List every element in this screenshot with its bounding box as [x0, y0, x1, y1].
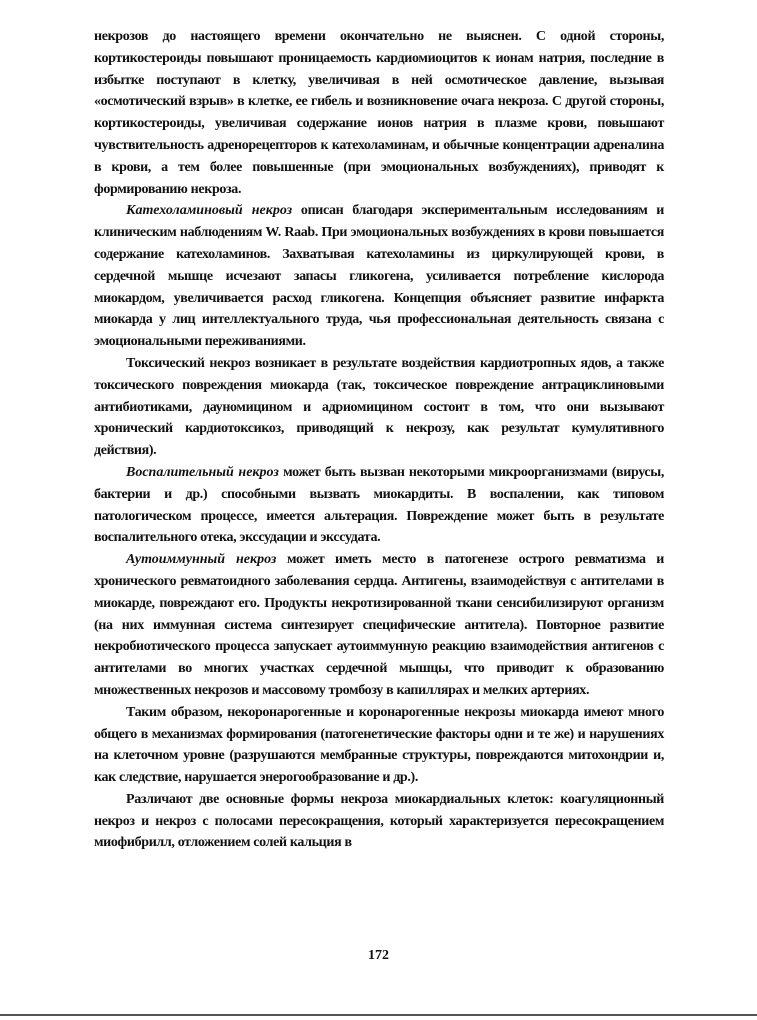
paragraph-text: Различают две основные формы некроза миокардиальных клеток: коагуляционный некроз и некроз с полосами пересокращения, который характеризуется пересокращением миофибрилл, отложением солей кальция в: [94, 791, 664, 851]
page-body: [94, 26, 664, 854]
paragraph-term: Воспалительный некроз: [126, 464, 279, 480]
paragraph-7: [94, 789, 664, 854]
paragraph-6: [94, 702, 664, 789]
paragraph-term: Аутоиммунный некроз: [126, 552, 277, 568]
page-number: 172: [368, 948, 389, 963]
paragraph-text: Токсический некроз возникает в результате воздействия кардиотропных ядов, а также токсического повреждения миокарда (так, токсическое повреждение антрациклиновыми антибиотиками, дауномицином и адриомицином состоит в том, что они вызывают хронический кардиотоксикоз, приводящий к некрозу, как результат кумулятивного действия).: [94, 355, 664, 459]
paragraph-text: некрозов до настоящего времени окончательно не выяснен. С одной стороны, кортикостероиды повышают проницаемость кардиомиоцитов к ионам натрия, последние в избытке поступают в клетку, увеличивая в ней осмотическое давление, вызывая «осмотический взрыв» в клетке, ее гибель и возникновение очага некроза. С другой стороны, кортикостероиды, увеличивая содержание ионов натрия в плазме крови, повышают чувствительность адренорецепторов к катехоламинам, и обычные концентрации адреналина в крови, а тем более повышенные (при эмоциональных возбуждениях), приводят к формированию некроза.: [94, 29, 664, 197]
paragraph-text: Таким образом, некоронарогенные и коронарогенные некрозы миокарда имеют много общего в механизмах формирования (патогенетические факторы одни и те же) и нарушениях на клеточном уровне (разрушаются мембранные структуры, повреждаются митохондрии и, как следствие, нарушается энерогообразование и др.).: [94, 704, 664, 786]
paragraph-2: [94, 200, 664, 353]
bottom-rule: [0, 1014, 757, 1016]
paragraph-text: описан благодаря экспериментальным исследованиям и клиническим наблюдениям W. Raab. При эмоциональных возбуждениях в крови повышается содержание катехоламинов. Захватывая катехоламины из циркулирующей крови, в сердечной мышце исчезают запасы гликогена, усиливается потребление кислорода миокардом, увеличивается расход гликогена. Концепция объясняет развитие инфаркта миокарда у лиц интеллектуального труда, чья профессиональная деятельность связана с эмоциональными переживаниями.: [94, 203, 664, 350]
paragraph-text: может иметь место в патогенезе острого ревматизма и хронического ревматоидного заболевания сердца. Антигены, взаимодействуя с антителами в миокарде, повреждают его. Продукты некротизированной ткани сенсибилизируют организм (на них иммунная система синтезирует специфические антитела). Повторное развитие некробиотического процесса запускает аутоиммунную реакцию взаимодействия антигенов с антителами во многих участках сердечной мышцы, что приводит к образованию множественных некрозов и массовому тромбозу в капиллярах и мелких артериях.: [94, 552, 664, 698]
paragraph-1: [94, 26, 664, 200]
paragraph-4: [94, 462, 664, 549]
paragraph-5: [94, 549, 664, 702]
paragraph-3: [94, 353, 664, 462]
paragraph-term: Катехоламиновый некроз: [126, 203, 293, 219]
paragraph-text: может быть вызван некоторыми микроорганизмами (вирусы, бактерии и др.) способными вызвать миокардиты. В воспалении, как типовом патологическом процессе, имеется альтерация. Повреждение может быть в результате воспалительного отека, экссудации и экссудата.: [94, 464, 665, 546]
